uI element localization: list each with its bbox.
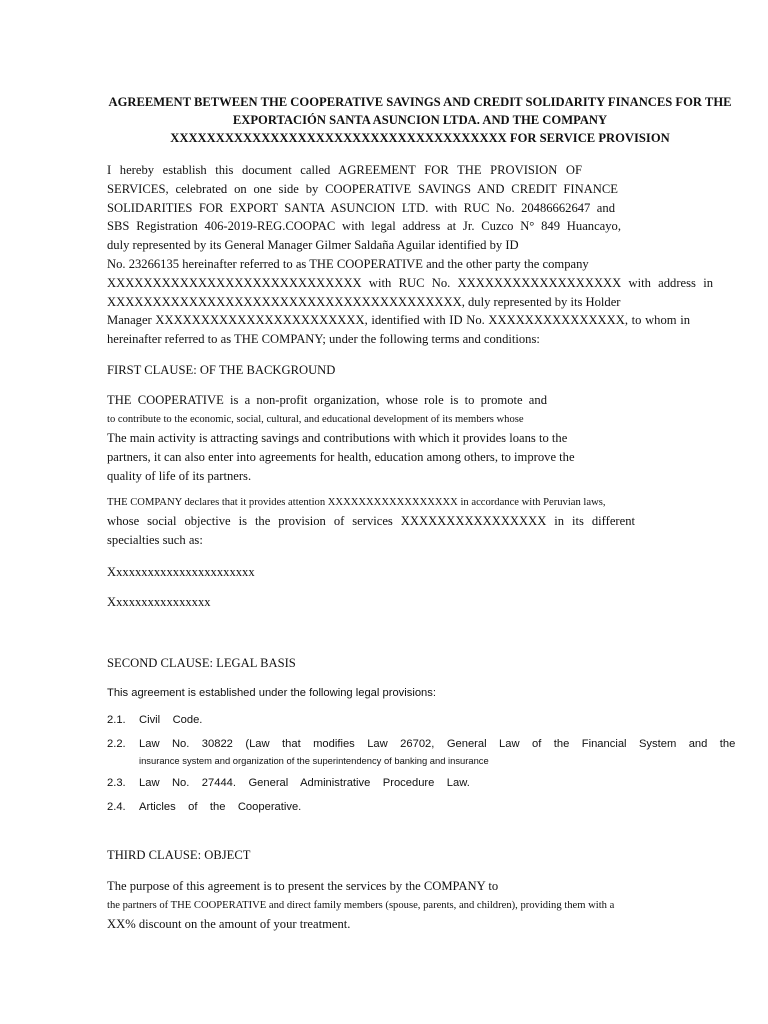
intro-line-9: Manager XXXXXXXXXXXXXXXXXXXXXXX, identified with ID No. XXXXXXXXXXXXXXX, to whom in [107, 313, 690, 327]
legal-item-text: Articles of the Cooperative. [139, 801, 302, 813]
specialty-item-1: Xxxxxxxxxxxxxxxxxxxxxxx [107, 565, 255, 579]
clause1-p2-line-2: whose social objective is the provision of services XXXXXXXXXXXXXXXX in its different [107, 514, 635, 528]
clause1-p1-line-5: quality of life of its partners. [107, 469, 252, 483]
intro-line-6: No. 23266135 hereinafter referred to as THE COOPERATIVE and the other party the company [107, 257, 589, 271]
legal-item-text: Law No. 30822 (Law that modifies Law 26702, General Law of the Financial System and the [139, 738, 736, 750]
intro-line-10: hereinafter referred to as THE COMPANY; under the following terms and conditions: [107, 332, 540, 346]
legal-item-2 [0, 738, 768, 753]
clause3-line-3: XX% discount on the amount of your treatment. [107, 917, 351, 931]
legal-item-3 [0, 777, 768, 792]
legal-item-number: 2.2. [107, 738, 126, 750]
legal-item-4 [0, 801, 768, 816]
legal-item-text: Civil Code. [139, 714, 203, 726]
intro-line-7: XXXXXXXXXXXXXXXXXXXXXXXXXXXX with RUC No. XXXXXXXXXXXXXXXXXX with address in [107, 276, 713, 290]
title-line-3: XXXXXXXXXXXXXXXXXXXXXXXXXXXXXXXXXXXXX FOR SERVICE PROVISION [170, 131, 670, 145]
intro-line-5: duly represented by its General Manager Gilmer Saldaña Aguilar identified by ID [107, 238, 519, 252]
legal-item-number: 2.4. [107, 801, 126, 813]
clause2-intro: This agreement is established under the following legal provisions: [107, 687, 436, 699]
intro-line-1: I hereby establish this document called AGREEMENT FOR THE PROVISION OF [107, 163, 582, 177]
clause1-p1-line-3: The main activity is attracting savings and contributions with which it provides loans to the [107, 431, 568, 445]
clause2-heading: SECOND CLAUSE: LEGAL BASIS [107, 656, 296, 670]
clause3-line-1: The purpose of this agreement is to present the services by the COMPANY to [107, 879, 499, 893]
clause1-p2-line-3: specialties such as: [107, 533, 203, 547]
legal-item-text: Law No. 27444. General Administrative Procedure Law. [139, 777, 470, 789]
legal-item-2-continuation: insurance system and organization of the superintendency of banking and insurance [139, 755, 489, 766]
specialty-item-2: Xxxxxxxxxxxxxxxx [107, 595, 211, 609]
clause1-p1-line-2: to contribute to the economic, social, cultural, and educational development of its members whose [107, 414, 524, 425]
legal-item-1 [0, 714, 768, 729]
clause1-p1-line-4: partners, it can also enter into agreements for health, education among others, to improve the [107, 450, 575, 464]
intro-line-4: SBS Registration 406-2019-REG.COOPAC with legal address at Jr. Cuzco N° 849 Huancayo, [107, 219, 621, 233]
legal-item-number: 2.1. [107, 714, 126, 726]
title-line-1: AGREEMENT BETWEEN THE COOPERATIVE SAVINGS AND CREDIT SOLIDARITY FINANCES FOR THE [108, 95, 732, 109]
legal-item-number: 2.3. [107, 777, 126, 789]
clause1-p2-line-1: THE COMPANY declares that it provides attention XXXXXXXXXXXXXXXXX in accordance with Peruvian laws, [107, 497, 606, 508]
title-line-2: EXPORTACIÓN SANTA ASUNCION LTDA. AND THE COMPANY [232, 113, 608, 127]
intro-line-2: SERVICES, celebrated on one side by COOPERATIVE SAVINGS AND CREDIT FINANCE [107, 182, 618, 196]
intro-line-3: SOLIDARITIES FOR EXPORT SANTA ASUNCION LTD. with RUC No. 20486662647 and [107, 201, 615, 215]
clause1-p1-line-1: THE COOPERATIVE is a non-profit organization, whose role is to promote and [107, 393, 547, 407]
clause3-line-2: the partners of THE COOPERATIVE and direct family members (spouse, parents, and children), providing them with a [107, 900, 615, 911]
clause1-heading: FIRST CLAUSE: OF THE BACKGROUND [107, 363, 336, 377]
clause3-heading: THIRD CLAUSE: OBJECT [107, 848, 251, 862]
intro-line-8: XXXXXXXXXXXXXXXXXXXXXXXXXXXXXXXXXXXXXXX, duly represented by its Holder [107, 295, 621, 309]
